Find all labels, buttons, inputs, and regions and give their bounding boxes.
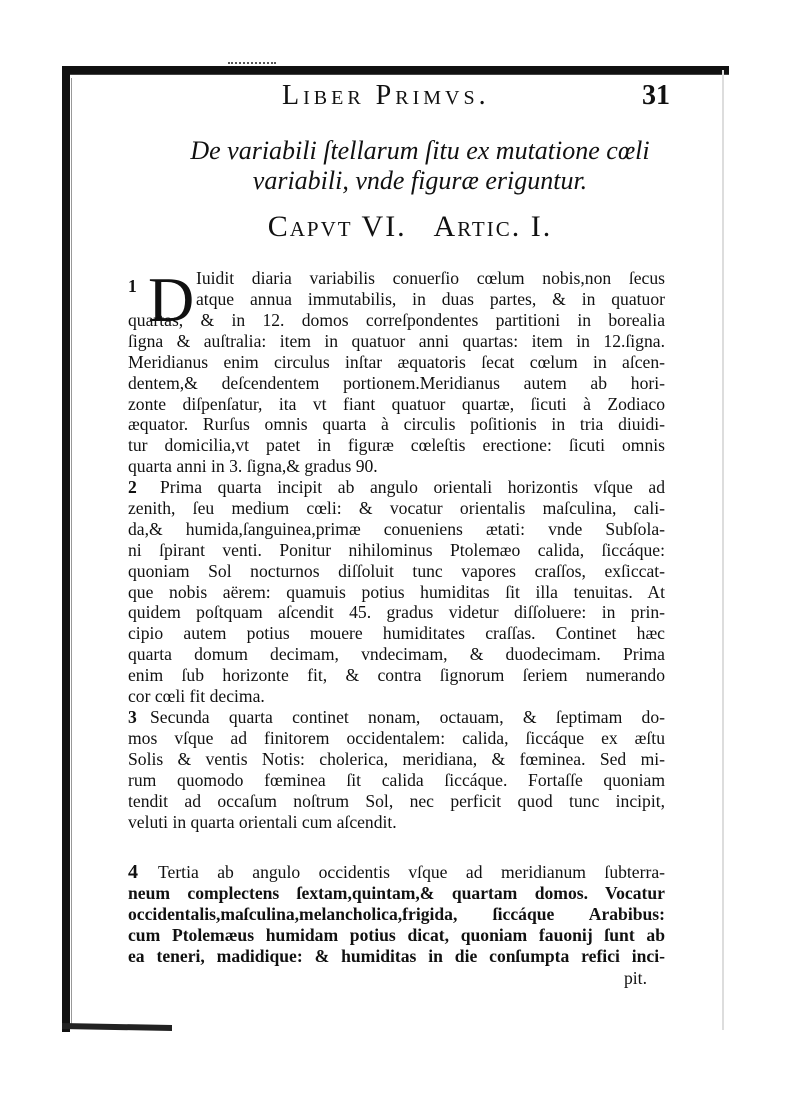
paragraph-1-opening [196, 268, 665, 310]
paragraph-4-first-line [158, 862, 665, 883]
text-line: tendit ad occaſum noſtrum Sol, nec perficit quod tunc incipit, [128, 790, 665, 811]
text-line: tur domicilia,vt patet in figuræ cœleſtis erectione: ſicuti omnis [128, 435, 665, 456]
running-title: Liber Primvs. [282, 80, 490, 111]
text-line: Iuidit diaria variabilis conuerſio cœlum nobis,non ſecus [196, 268, 665, 288]
text-line: rum quomodo fœminea ſit calida ſiccáque. Fortaſſe quoniam [128, 769, 665, 790]
text-line: Solis & ventis Notis: cholerica, meridiana, & fœminea. Sed mi- [128, 748, 665, 769]
text-line: Meridianus enim circulus inſtar æquatoris ſecat cœlum in aſcen- [128, 351, 665, 372]
text-line: quidem poſtquam aſcendit 45. gradus videtur diſſoluere: in prin- [128, 602, 665, 623]
text-line: Secunda quarta continet nonam, octauam, & ſeptimam do- [150, 707, 665, 727]
text-line: Prima quarta incipit ab angulo orientali horizontis vſque ad [160, 477, 665, 497]
paragraph-1-body [128, 310, 665, 477]
text-line: cipio autem potius mouere humiditates craſſas. Continet hæc [128, 623, 665, 644]
page-border-left [62, 66, 70, 1032]
paragraph-4-body [128, 883, 665, 967]
drop-cap: D [148, 264, 195, 335]
text-line: veluti in quarta orientali cum aſcendit. [128, 811, 397, 832]
paragraph-2-first-line [160, 477, 665, 498]
page-border-left-rule [71, 78, 72, 1028]
paragraph-number: 1 [128, 276, 137, 296]
paragraph-number: 4 [128, 861, 138, 883]
page-number: 31 [642, 80, 670, 111]
chapter-title-line-1: De variabili ſtellarum ſitu ex mutatione cœli [190, 136, 650, 165]
page-border-bottom [62, 1023, 172, 1031]
text-line: cum Ptolemæus humidam potius dicat, quoniam fauonij ſunt ab [128, 924, 665, 945]
text-line: zenith, ſeu medium cœli: & vocatur orientalis maſculina, cali- [128, 498, 665, 518]
paragraph-3-first-line [150, 707, 665, 728]
text-line: quarta domum decimam, vndecimam, & duodecimam. Prima [128, 644, 665, 665]
chapter-heading: Capvt VI. Artic. I. [267, 210, 553, 243]
text-line: ea teneri, madidique: & humiditas in die conſumpta refici inci- [128, 945, 665, 966]
paragraph-number: 2 [128, 477, 137, 497]
text-line: mos vſque ad finitorem occidentalem: calida, ſiccáque ex æſtu [128, 728, 665, 748]
text-line: neum complectens ſextam,quintam,& quartam domos. Vocatur [128, 883, 665, 903]
text-line: enim ſub horizonte fit, & contra ſignorum ſeriem numerando [128, 665, 665, 686]
text-line: occidentalis,maſculina,melancholica,frigida, ſiccáque Arabibus: [128, 903, 665, 924]
text-line: Tertia ab angulo occidentis vſque ad meridianum ſubterra- [158, 862, 665, 882]
paragraph-number: 3 [128, 707, 137, 727]
text-line: atque annua immutabilis, in duas partes, & in quatuor [196, 288, 665, 309]
text-line: cor cœli fit decima. [128, 686, 265, 707]
page-border-top-rule [64, 74, 729, 75]
text-line: quoniam Sol nocturnos diſſoluit tunc vapores craſſos, exſiccat- [128, 560, 665, 581]
text-line: zonte diſpenſatur, ita vt fiant quatuor quartæ, ſicuti à Zodiaco [128, 393, 665, 414]
text-line: quartas, & in 12. domos correſpondentes partitioni in borealia [128, 310, 665, 330]
chapter-title [140, 136, 700, 196]
catchword: pit. [624, 968, 647, 988]
text-line: ſigna & auſtralia: item in quatuor anni quartas: item in 12.ſigna. [128, 330, 665, 351]
text-line: que nobis aërem: quamuis potius humiditas ſit illa tenuitas. At [128, 581, 665, 602]
paragraph-2-body [128, 498, 665, 707]
page-edge-right [722, 70, 724, 1030]
page-border-top [64, 66, 729, 74]
scan-speckle [228, 62, 276, 67]
text-line: æquator. Rurſus omnis quarta à circulis poſitionis in tria diuidi- [128, 414, 665, 435]
text-line: ni ſpirant venti. Ponitur nihilominus Ptolemæo calida, ſiccáque: [128, 539, 665, 560]
text-line: quarta anni in 3. ſigna,& gradus 90. [128, 456, 378, 477]
text-line: da,& humida,ſanguinea,primæ conueniens ætati: vnde Subſola- [128, 518, 665, 539]
paragraph-3-body [128, 728, 665, 832]
text-line: dentem,& deſcendentem portionem.Meridianus autem ab hori- [128, 372, 665, 393]
chapter-title-line-2: variabili, vnde figuræ eriguntur. [252, 166, 588, 195]
